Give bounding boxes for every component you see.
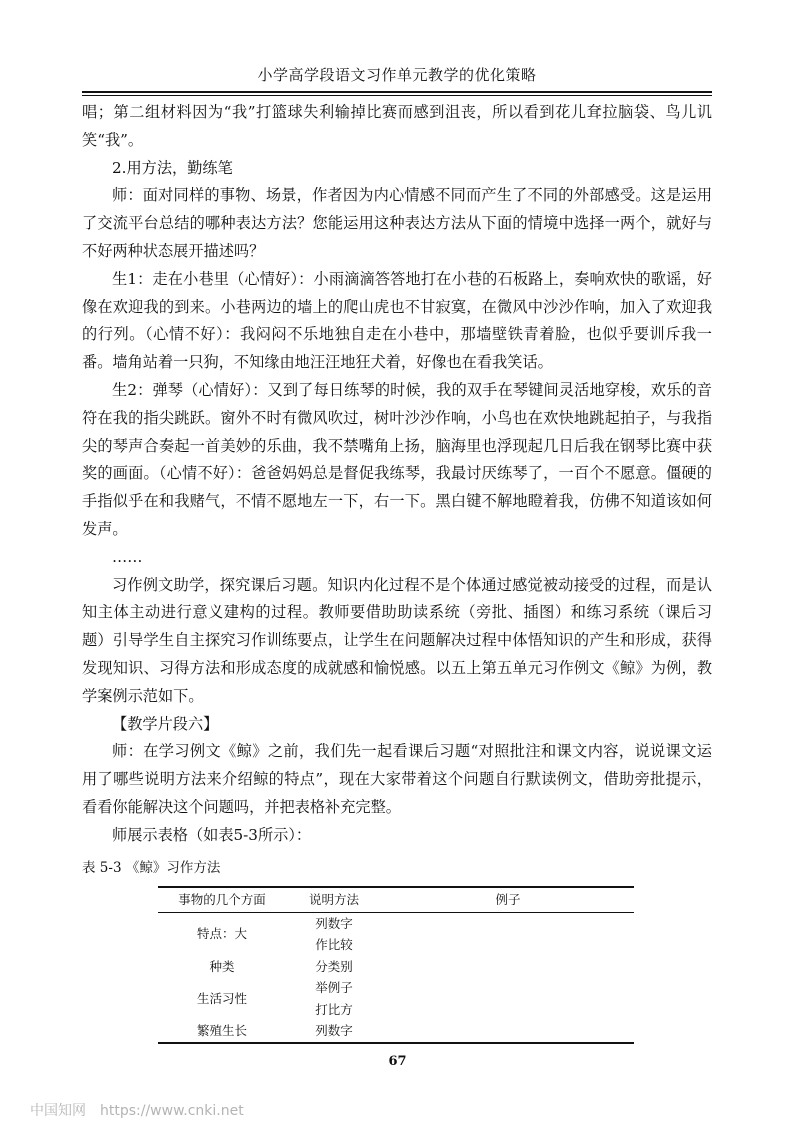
methods-table — [158, 886, 634, 1044]
example-cell — [382, 1020, 634, 1043]
header-rule-thick — [82, 91, 712, 93]
method-cell: 分类别 — [315, 958, 353, 974]
example-cell — [382, 934, 634, 956]
fragment-heading: 【教学片段六】 — [112, 714, 219, 733]
watermark — [30, 1100, 258, 1120]
method-cell: 举例子 — [315, 980, 353, 996]
page-body — [82, 99, 712, 1044]
paragraph: 生2：弹琴（心情好）：又到了每日练琴的时候，我的双手在琴键间灵活地穿梭，欢乐的音符在我的指尖跳跃。窗外不时有微风吹过，树叶沙沙作响，小鸟也在欢快地跳起拍子，与我指尖的琴声合奏起一首美妙的乐曲，我不禁嘴角上扬，脑海里也浮现起几日后我在钢琴比赛中获奖的画面。（心情不好）：爸爸妈妈总是督促我练琴，我最讨厌练琴了，一百个不愿意。僵硬的手指似乎在和我赌气，不情不愿地左一下，右一下。黑白键不解地瞪着我，仿佛不知道该如何发声。 — [82, 380, 712, 538]
paragraph: 习作例文助学，探究课后习题。知识内化过程不是个体通过感觉被动接受的过程，而是认知主体主动进行意义建构的过程。教师要借助助读系统（旁批、插图）和练习系统（课后习题）引导学生自主探究习作训练要点，让学生在问题解决过程中体悟知识的产生和形成，获得发现知识、习得方法和形成态度的成就感和愉悦感。以五上第五单元习作例文《鲸》为例，教学案例示范如下。 — [82, 575, 712, 705]
watermark-site-name: 中国知网 — [30, 1103, 86, 1119]
watermark-url: https://www.cnki.net — [100, 1103, 244, 1119]
section-heading: 2.用方法，勤练笔 — [112, 158, 233, 177]
example-cell — [382, 999, 634, 1021]
aspect-cell: 生活习性 — [196, 990, 247, 1006]
paragraph: 师展示表格（如表5-3所示）： — [112, 825, 312, 844]
ellipsis: …… — [112, 547, 143, 566]
table-header-row — [158, 887, 634, 913]
page-number: 67 — [388, 1054, 407, 1069]
paragraph: 唱；第二组材料因为“我”打篮球失利输掉比赛而感到沮丧，所以看到花儿耷拉脑袋、鸟儿讥笑“我”。 — [82, 103, 712, 149]
aspect-cell: 特点：大 — [196, 926, 247, 942]
table-caption: 表 5-3 《鲸》习作方法 — [82, 859, 221, 876]
paragraph: 生1：走在小巷里（心情好）：小雨滴滴答答地打在小巷的石板路上，奏响欢快的歌谣，好像在欢迎我的到来。小巷两边的墙上的爬山虎也不甘寂寞，在微风中沙沙作响，加入了欢迎我的行列。（心情不好）：我闷闷不乐地独自走在小巷中，那墙壁铁青着脸，也似乎要训斥我一番。墙角站着一只狗，不知缘由地汪汪地狂犬着，好像也在看我笑话。 — [82, 269, 712, 372]
example-cell — [382, 912, 634, 934]
table-row — [158, 977, 634, 999]
table-header-cell: 事物的几个方面 — [158, 887, 286, 913]
table-row — [158, 1020, 634, 1043]
paragraph: 师：在学习例文《鲸》之前，我们先一起看课后习题“对照批注和课文内容，说说课文运用了哪些说明方法来介绍鲸的特点”，现在大家带着这个问题自行默读例文，借助旁批提示，看看你能解决这个问题吗，并把表格补充完整。 — [82, 742, 712, 816]
method-cell: 列数字 — [315, 915, 353, 931]
method-cell: 列数字 — [286, 1020, 382, 1043]
aspect-cell: 繁殖生长 — [158, 1020, 286, 1043]
paragraph: 师：面对同样的事物、场景，作者因为内心情感不同而产生了不同的外部感受。这是运用了交流平台总结的哪种表达方法？您能运用这种表达方法从下面的情境中选择一两个，就好与不好两种状态展开描述吗？ — [82, 186, 712, 260]
example-cell — [382, 977, 634, 999]
header-rule-thin — [82, 95, 712, 96]
aspect-cell: 种类 — [209, 958, 235, 974]
table-header-cell: 例子 — [382, 887, 634, 913]
method-cell: 作比较 — [315, 937, 353, 953]
method-cell: 打比方 — [315, 1001, 353, 1017]
example-cell — [382, 956, 634, 978]
table-header-cell: 说明方法 — [286, 887, 382, 913]
table-row — [158, 912, 634, 934]
running-header: 小学高学段语文习作单元教学的优化策略 — [257, 66, 537, 84]
table-row — [158, 956, 634, 978]
